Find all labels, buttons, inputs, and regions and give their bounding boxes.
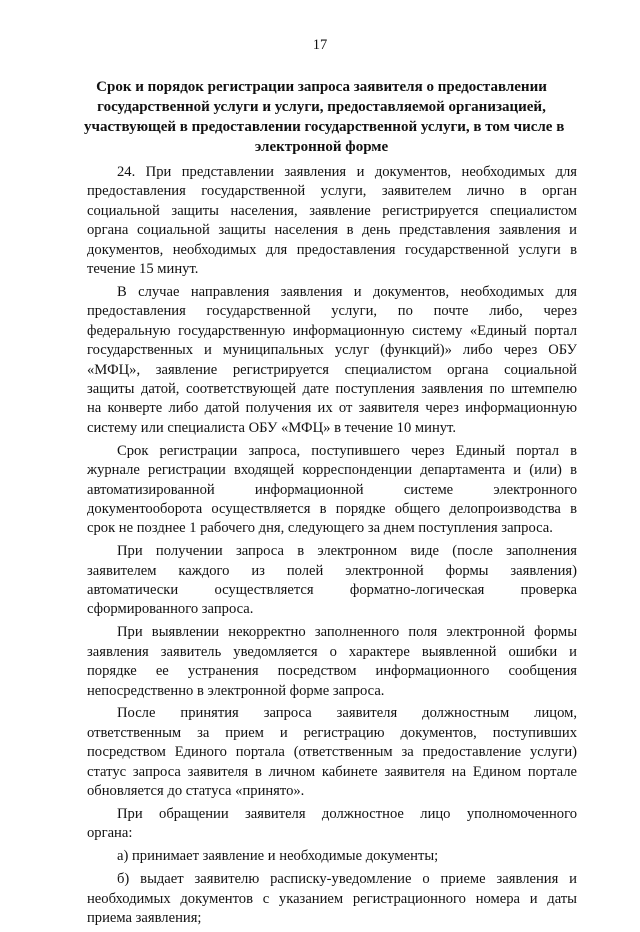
paragraph-line: посредством Единого портала (ответственным за предоставление услуги): [87, 744, 577, 761]
paragraph-line: При выявлении некорректно заполненного поля электронной формы: [117, 624, 577, 641]
paragraph-line: систему или специалиста ОБУ «МФЦ» в течение 10 минут.: [87, 419, 456, 436]
paragraph-line: «МФЦ», заявление регистрируется специалистом органа социальной: [87, 361, 577, 378]
paragraph-line: сформированного запроса.: [87, 601, 254, 618]
paragraph-line: федеральную государственную информационную систему «Единый портал: [87, 322, 577, 339]
paragraph-line: журнале регистрации входящей корреспонденции департамента и (или) в: [87, 462, 577, 479]
paragraph-line: статус запроса заявителя в личном кабинете заявителя на Едином портале: [87, 763, 577, 780]
heading-line: Срок и порядок регистрации запроса заявителя о предоставлении: [96, 79, 547, 95]
paragraph-line: При обращении заявителя должностное лицо уполномоченного: [117, 806, 577, 822]
heading-line: государственной услуги и услуги, предоставляемой организацией,: [97, 99, 546, 115]
paragraph: [87, 704, 577, 801]
paragraph-line: При получении запроса в электронном виде (после заполнения: [117, 543, 577, 560]
paragraph-line: автоматизированной информационной системе электронного: [87, 481, 577, 498]
page-number: 17: [312, 37, 328, 53]
paragraph-line: социальной защиты населения, заявление регистрируется специалистом: [87, 202, 577, 219]
body-text: [87, 163, 577, 932]
paragraph-line: порядке ее устранения посредством информационного сообщения: [87, 663, 577, 680]
paragraph-line: 24. При представлении заявления и документов, необходимых для: [117, 164, 577, 180]
heading-line: участвующей в предоставлении государственной услуги, в том числе в: [84, 119, 565, 135]
paragraph-line: документооборота осуществляется в порядке общего делопроизводства в: [87, 500, 577, 517]
paragraph: [87, 847, 577, 866]
paragraph-line: приема заявления;: [87, 910, 202, 927]
paragraph: [87, 623, 577, 701]
paragraph-line: обновляется до статуса «принято».: [87, 783, 305, 800]
paragraph-line: предоставления государственной услуги, по почте либо, через: [87, 303, 577, 320]
paragraph-line: заявителем каждого из полей электронной формы заявления): [87, 562, 577, 579]
paragraph-line: органа социальной защиты населения в день представления заявления и: [87, 222, 577, 239]
paragraph-line: ответственным за прием и регистрацию документов, поступивших: [87, 724, 577, 741]
paragraph-line: непосредственно в электронной форме запроса.: [87, 682, 385, 699]
paragraph-line: государственных и муниципальных услуг (функций)» либо через ОБУ: [87, 342, 577, 359]
paragraph-line: срок не позднее 1 рабочего дня, следующего за днем поступления запроса.: [87, 520, 553, 537]
paragraph: [87, 805, 577, 844]
paragraph-line: Срок регистрации запроса, поступившего через Единый портал в: [117, 442, 577, 459]
paragraph-line: В случае направления заявления и документов, необходимых для: [117, 283, 577, 300]
paragraph: [87, 542, 577, 620]
paragraph: [87, 870, 577, 928]
paragraph-line: течение 15 минут.: [87, 261, 199, 278]
paragraph: [87, 283, 577, 438]
paragraph-line: на конверте либо датой получения их от заявителя через информационную: [87, 400, 577, 417]
paragraph-line: заявления заявитель уведомляется о характере выявленной ошибки и: [87, 643, 577, 660]
paragraph-line: После принятия запроса заявителя должностным лицом,: [117, 705, 577, 722]
section-heading: [84, 77, 565, 157]
heading-line: электронной форме: [254, 139, 389, 155]
paragraph: [87, 163, 577, 279]
paragraph-line: защиты датой, соответствующей дате поступления заявления по штемпелю: [87, 380, 577, 397]
paragraph-line: документов, необходимых для предоставления государственной услуги в: [87, 241, 577, 258]
paragraph: [87, 442, 577, 539]
paragraph-line: органа:: [87, 825, 133, 842]
paragraph-line: необходимых документов с указанием регистрационного номера и даты: [87, 890, 577, 907]
paragraph-line: предоставления государственной услуги, заявителем лично в орган: [87, 183, 577, 200]
paragraph-line: б) выдает заявителю расписку-уведомление о приеме заявления и: [117, 871, 577, 888]
paragraph-line: а) принимает заявление и необходимые документы;: [117, 848, 439, 865]
paragraph-line: автоматически осуществляется форматно-логическая проверка: [87, 582, 577, 599]
